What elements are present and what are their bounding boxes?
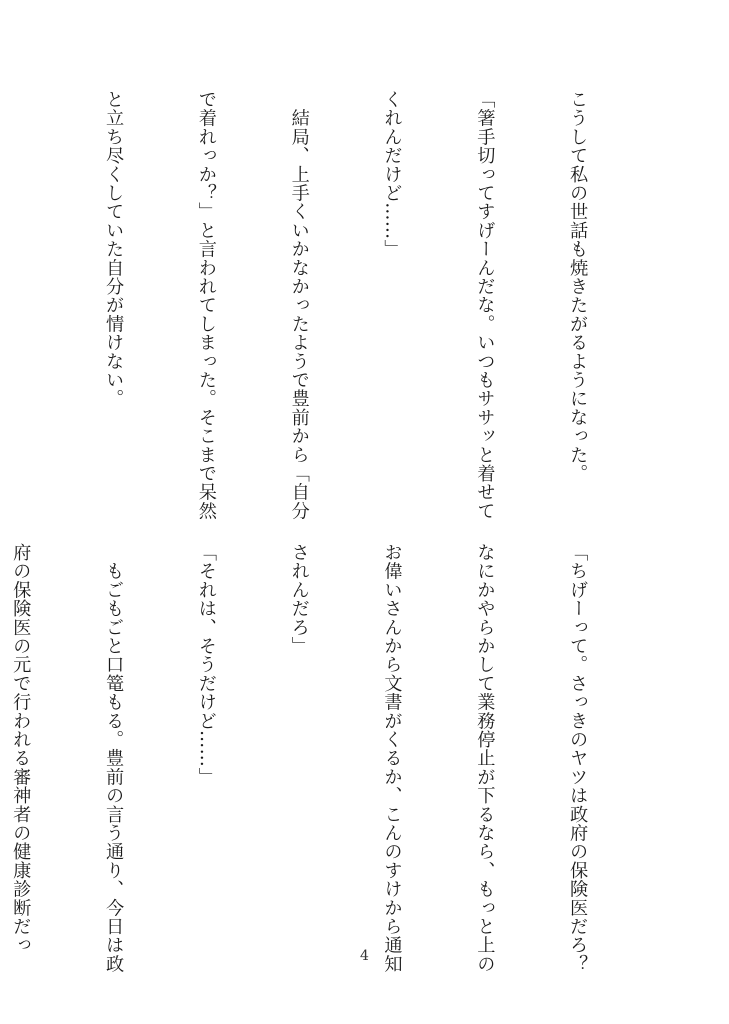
text-line: こうして私の世話も焼きたがるようになった。 [567, 90, 589, 483]
blank-line [4, 90, 35, 475]
text-line: 「箸手切ってすげーんだな。いつもササッと着せて [474, 90, 496, 521]
text-line: 結局、上手くいかなかったようで豊前から「自分 [288, 90, 310, 521]
text-line: 府の保険医の元で行われる審神者の健康診断だっ [10, 543, 32, 955]
text-line: もごもごと口篭もる。豊前の言う通り、今日は政 [103, 543, 125, 974]
text-line: で着れっか？」と言われてしまった。そこまで呆然 [195, 90, 217, 521]
upper-text-block [103, 90, 654, 521]
text-line: 「それは、そうだけど……」 [195, 543, 217, 787]
text-line: されんだろ」 [288, 543, 310, 656]
text-line: お偉いさんから文書がくるか、こんのすけから通知 [381, 543, 403, 974]
page-number: 4 [360, 948, 369, 964]
text-line: と立ち尽くしていた自分が情けない。 [103, 90, 125, 408]
text-line: なにかやらかして業務停止が下るなら、もっと上の [474, 543, 496, 974]
lower-text-block [10, 543, 654, 974]
text-line: 「ちげーって。さっきのヤツは政府の保険医だろ？ [567, 543, 589, 974]
text-line: くれんだけど……」 [381, 90, 403, 259]
